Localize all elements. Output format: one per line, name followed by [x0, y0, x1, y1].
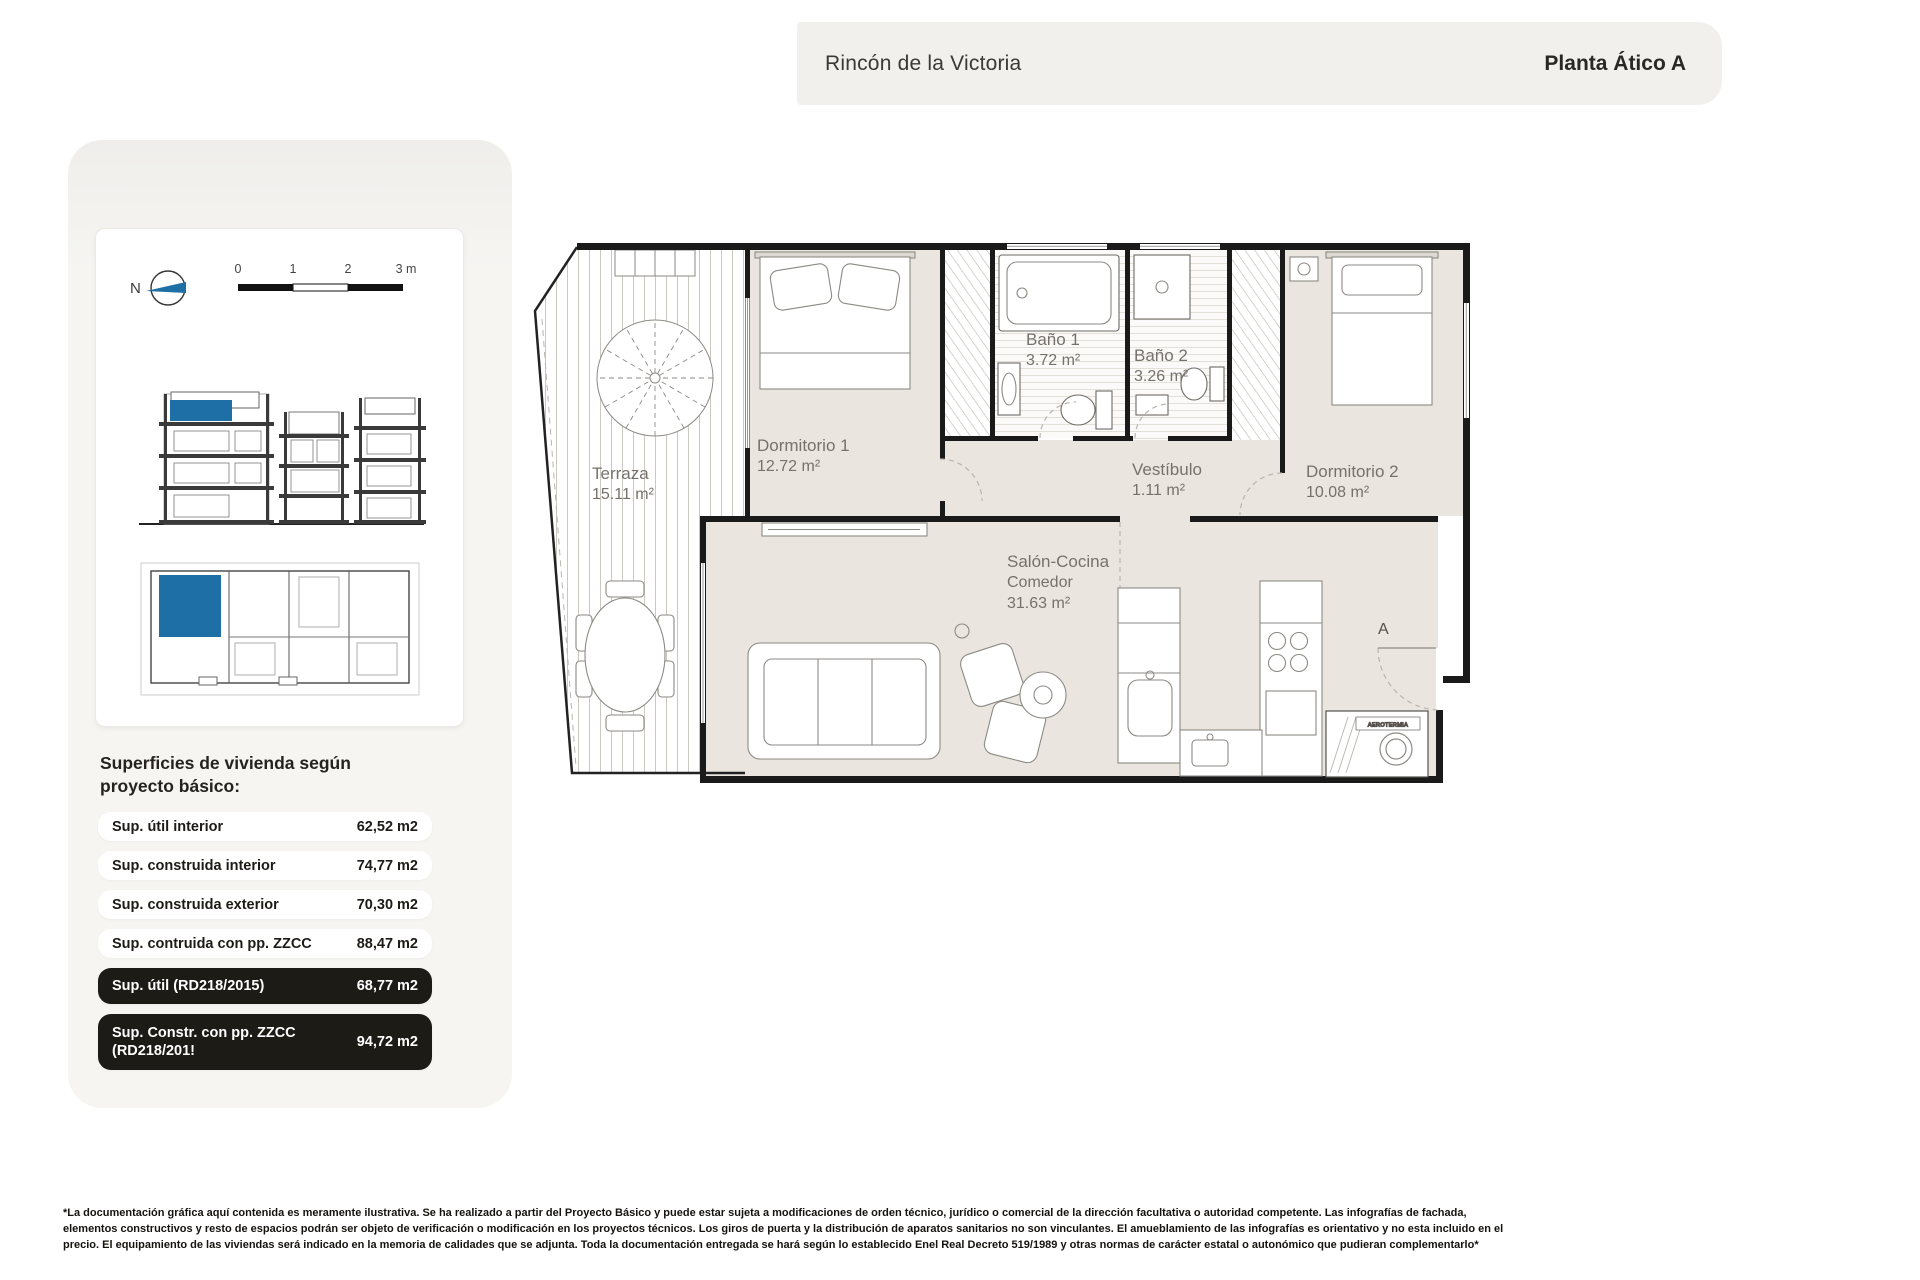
plan-drawing [520, 243, 1490, 803]
floor-plan [520, 243, 1490, 803]
scale-tick-0: 0 [234, 262, 242, 276]
row-label: Sup. construida exterior [112, 896, 279, 913]
header-bar [797, 22, 1722, 105]
room-label-dormitorio2: Dormitorio 2 10.08 m² [1306, 462, 1399, 502]
row-label: Sup. útil interior [112, 818, 224, 835]
equipment-label: AEROTERMIA [1367, 722, 1409, 729]
table-row-highlight [98, 1014, 432, 1070]
scale-tick-1: 1 [289, 262, 297, 276]
table-row [98, 929, 432, 958]
table-row [98, 851, 432, 880]
row-label: Sup. contruida con pp. ZZCC [112, 935, 312, 952]
row-value: 94,72 m2 [356, 1034, 418, 1050]
north-label: N [130, 280, 141, 297]
table-row-highlight [98, 968, 432, 1004]
room-label-terraza: Terraza 15.11 m² [592, 464, 654, 504]
info-card [68, 140, 512, 1108]
dormitorio2-bed [1290, 252, 1438, 405]
row-value: 88,47 m2 [356, 935, 418, 952]
building-plan-key-diagram [129, 557, 429, 707]
north-and-scale [108, 243, 451, 321]
legal-disclaimer: *La documentación gráfica aquí contenida es meramente ilustrativa. Se ha realizado a partir del Proyecto Básico y puede estar sujeta a modificaciones de orden técnico, jurídico o comercial de la dirección facultativa o autoridad competente. Las infografías de fachada, elementos constructivos y resto de espacios podrán ser objeto de verificación o modificación en los proyectos técnicos. Los giros de puerta y la distribución de aparatos sanitarios no son vinculantes. El amueblamiento de las infografías es orientativo y no esta incluido en el precio. El equipamiento de las viviendas será indicado en la memoria de calidades que se adjunta. Toda la documentación entregada se hará según lo establecido Enel Real Decreto 519/1989 y otras normas de carácter estatal o autonómico que pudieran complementarlo* [63, 1207, 1504, 1251]
room-label-bano2: Baño 2 3.26 m² [1134, 346, 1189, 386]
highlighted-unit-elevation [170, 400, 232, 421]
areas-table [98, 812, 432, 1080]
room-label-salon: Salón-Cocina Comedor 31.63 m² [1007, 552, 1110, 612]
scale-tick-2: 2 [344, 262, 352, 276]
dormitorio1-bed [755, 252, 915, 389]
scale-tick-3: 3 m [395, 262, 417, 276]
aerotermia-closet [1326, 711, 1428, 777]
plan-title: Planta Ático A [1544, 51, 1686, 75]
row-value: 74,77 m2 [356, 857, 418, 874]
room-label-vestibulo: Vestíbulo 1.11 m² [1132, 460, 1202, 500]
project-name: Rincón de la Victoria [825, 51, 1022, 75]
scale-bar [235, 262, 417, 291]
spiral-stair [597, 250, 713, 436]
row-value: 70,30 m2 [356, 896, 418, 913]
kitchen [1118, 581, 1322, 776]
table-row [98, 890, 432, 919]
room-label-bano1: Baño 1 3.72 m² [1026, 330, 1081, 370]
row-value: 68,77 m2 [356, 978, 418, 994]
key-panel [95, 228, 464, 727]
areas-table-title: Superficies de vivienda según proyecto básico: [100, 753, 351, 797]
row-label: Sup. construida interior [112, 857, 276, 874]
row-label: Sup. útil (RD218/2015) [112, 978, 265, 994]
room-label-dormitorio1: Dormitorio 1 12.72 m² [757, 436, 850, 476]
terraza-dining-set [576, 581, 674, 731]
table-row [98, 812, 432, 841]
building-elevation-diagram [129, 334, 429, 544]
section-marker-a: A [1378, 621, 1389, 638]
row-value: 62,52 m2 [356, 818, 418, 835]
highlighted-unit-plan [159, 575, 221, 637]
bano2-fixtures [1134, 255, 1224, 415]
row-label: Sup. Constr. con pp. ZZCC (RD218/201! [112, 1024, 296, 1059]
